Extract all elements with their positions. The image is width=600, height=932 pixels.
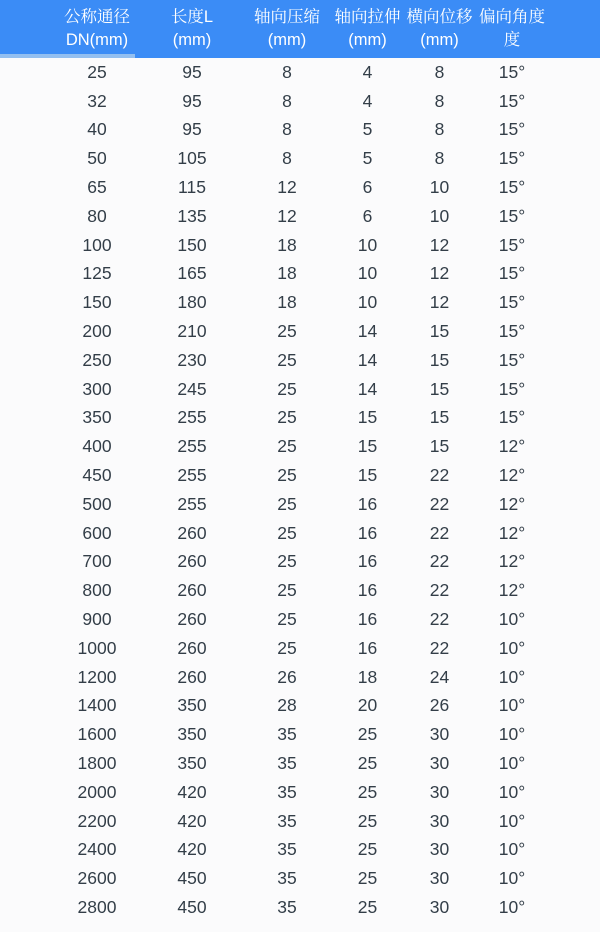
table-row	[0, 346, 600, 375]
table-cell: 10°	[498, 868, 526, 889]
table-cell: 2400	[77, 839, 117, 860]
table-cell: 2000	[77, 781, 117, 802]
table-cell: 260	[177, 522, 207, 543]
table-cell: 8	[282, 119, 292, 140]
table-row	[0, 375, 600, 404]
table-cell: 25	[277, 349, 297, 370]
table-cell: 22	[429, 637, 450, 658]
table-cell: 15°	[498, 407, 526, 428]
table-cell: 100	[82, 234, 112, 255]
table-cell: 15°	[498, 349, 526, 370]
table-cell: 10°	[498, 753, 526, 774]
table-cell: 10	[429, 177, 450, 198]
table-cell: 260	[177, 666, 207, 687]
table-cell: 800	[82, 580, 112, 601]
table-cell: 10	[357, 234, 378, 255]
col-header-deflection-angle	[476, 6, 548, 52]
table-cell: 600	[82, 522, 112, 543]
table-cell: 10°	[498, 637, 526, 658]
table-cell: 230	[177, 349, 207, 370]
table-cell: 255	[177, 493, 207, 514]
col-header-length-line2: (mm)	[172, 31, 212, 49]
table-row	[0, 663, 600, 692]
table-cell: 420	[177, 839, 207, 860]
table-cell: 15	[429, 349, 450, 370]
table-cell: 260	[177, 637, 207, 658]
col-header-dn-line1: 公称通径	[64, 8, 130, 26]
table-cell: 450	[82, 465, 112, 486]
table-cell: 18	[277, 292, 297, 313]
table-row	[0, 288, 600, 317]
table-cell: 15°	[498, 177, 526, 198]
col-header-length-line1: 长度L	[170, 8, 214, 26]
table-cell: 26	[429, 695, 450, 716]
table-cell: 1000	[77, 637, 117, 658]
table-cell: 1800	[77, 753, 117, 774]
table-cell: 260	[177, 609, 207, 630]
table-cell: 25	[357, 868, 378, 889]
table-cell: 5	[362, 119, 373, 140]
table-cell: 12°	[498, 465, 526, 486]
table-cell: 8	[282, 148, 292, 169]
table-cell: 135	[177, 205, 207, 226]
table-cell: 80	[87, 205, 107, 226]
table-cell: 8	[434, 61, 445, 82]
table-cell: 24	[429, 666, 450, 687]
table-cell: 10°	[498, 724, 526, 745]
table-cell: 22	[429, 551, 450, 572]
table-cell: 2200	[77, 810, 117, 831]
table-cell: 30	[429, 724, 450, 745]
table-cell: 95	[182, 61, 202, 82]
table-cell: 400	[82, 436, 112, 457]
table-cell: 125	[82, 263, 112, 284]
table-cell: 30	[429, 781, 450, 802]
col-header-axial-tension	[332, 6, 403, 52]
table-cell: 25	[277, 609, 297, 630]
table-cell: 15°	[498, 90, 526, 111]
table-cell: 22	[429, 465, 450, 486]
table-cell: 16	[357, 493, 378, 514]
table-cell: 50	[87, 148, 107, 169]
table-cell: 20	[357, 695, 378, 716]
table-cell: 255	[177, 465, 207, 486]
table-cell: 16	[357, 637, 378, 658]
table-cell: 15°	[498, 378, 526, 399]
table-cell: 40	[87, 119, 107, 140]
table-cell: 15	[429, 378, 450, 399]
table-cell: 25	[277, 321, 297, 342]
table-cell: 14	[357, 349, 378, 370]
col-header-axial-compression	[242, 6, 332, 52]
table-cell: 35	[277, 868, 297, 889]
table-cell: 12°	[498, 551, 526, 572]
table-cell: 16	[357, 580, 378, 601]
table-cell: 500	[82, 493, 112, 514]
table-cell: 14	[357, 321, 378, 342]
table-cell: 25	[357, 724, 378, 745]
table-cell: 30	[429, 753, 450, 774]
table-cell: 8	[282, 61, 292, 82]
table-row	[0, 231, 600, 260]
table-cell: 350	[177, 695, 207, 716]
table-row	[0, 749, 600, 778]
table-cell: 1600	[77, 724, 117, 745]
table-cell: 10°	[498, 839, 526, 860]
table-cell: 25	[357, 897, 378, 918]
table-cell: 350	[177, 724, 207, 745]
table-cell: 15°	[498, 292, 526, 313]
table-row	[0, 519, 600, 548]
table-cell: 12°	[498, 522, 526, 543]
table-cell: 18	[357, 666, 378, 687]
table-cell: 16	[357, 522, 378, 543]
table-cell: 1200	[77, 666, 117, 687]
table-body	[0, 58, 600, 922]
table-cell: 25	[277, 493, 297, 514]
table-cell: 30	[429, 868, 450, 889]
table-cell: 25	[357, 781, 378, 802]
table-cell: 10°	[498, 666, 526, 687]
table-cell: 5	[362, 148, 373, 169]
col-header-deflection-angle-line2: 度	[503, 31, 521, 49]
table-cell: 15°	[498, 61, 526, 82]
table-cell: 15	[357, 407, 378, 428]
table-cell: 65	[87, 177, 107, 198]
table-cell: 22	[429, 493, 450, 514]
table-cell: 25	[277, 580, 297, 601]
table-cell: 105	[177, 148, 207, 169]
table-cell: 15°	[498, 148, 526, 169]
table-cell: 30	[429, 897, 450, 918]
table-cell: 25	[87, 61, 107, 82]
table-cell: 10	[357, 263, 378, 284]
table-cell: 700	[82, 551, 112, 572]
table-row	[0, 202, 600, 231]
table-row	[0, 116, 600, 145]
table-cell: 25	[277, 436, 297, 457]
table-cell: 8	[434, 148, 445, 169]
col-header-deflection-angle-line1: 偏向角度	[479, 8, 545, 26]
table-row	[0, 58, 600, 87]
table-row	[0, 432, 600, 461]
table-cell: 200	[82, 321, 112, 342]
table-cell: 15°	[498, 321, 526, 342]
table-cell: 15°	[498, 205, 526, 226]
table-cell: 15°	[498, 263, 526, 284]
table-cell: 35	[277, 810, 297, 831]
table-cell: 30	[429, 810, 450, 831]
table-row	[0, 893, 600, 922]
col-header-dn	[52, 6, 142, 52]
col-header-lateral-displacement-line1: 横向位移	[406, 8, 473, 26]
table-row	[0, 836, 600, 865]
table-row	[0, 864, 600, 893]
col-header-lateral-displacement	[403, 6, 476, 52]
table-cell: 28	[277, 695, 297, 716]
table-cell: 210	[177, 321, 207, 342]
table-cell: 35	[277, 753, 297, 774]
table-cell: 18	[277, 234, 297, 255]
table-cell: 15	[357, 436, 378, 457]
table-row	[0, 260, 600, 289]
table-cell: 25	[277, 465, 297, 486]
col-header-length	[142, 6, 242, 52]
table-cell: 165	[177, 263, 207, 284]
table-cell: 35	[277, 839, 297, 860]
col-header-axial-compression-line1: 轴向压缩	[254, 8, 320, 26]
table-cell: 420	[177, 810, 207, 831]
table-row	[0, 173, 600, 202]
table-cell: 15	[357, 465, 378, 486]
table-cell: 15	[429, 321, 450, 342]
table-cell: 15°	[498, 119, 526, 140]
table-cell: 900	[82, 609, 112, 630]
table-cell: 260	[177, 580, 207, 601]
table-cell: 14	[357, 378, 378, 399]
table-row	[0, 144, 600, 173]
table-cell: 8	[434, 119, 445, 140]
table-cell: 12	[277, 205, 297, 226]
table-row	[0, 807, 600, 836]
table-cell: 4	[362, 90, 373, 111]
table-cell: 450	[177, 868, 207, 889]
table-cell: 25	[277, 551, 297, 572]
table-cell: 15°	[498, 234, 526, 255]
table-cell: 25	[277, 378, 297, 399]
table-cell: 10°	[498, 609, 526, 630]
table-cell: 245	[177, 378, 207, 399]
table-row	[0, 692, 600, 721]
col-header-axial-tension-line2: (mm)	[348, 31, 387, 49]
table-cell: 15	[429, 436, 450, 457]
table-row	[0, 87, 600, 116]
table-cell: 6	[362, 177, 373, 198]
table-cell: 180	[177, 292, 207, 313]
table-row	[0, 720, 600, 749]
table-cell: 32	[87, 90, 107, 111]
table-row	[0, 778, 600, 807]
table-cell: 22	[429, 580, 450, 601]
col-header-dn-line2: DN(mm)	[65, 31, 129, 49]
table-cell: 25	[277, 522, 297, 543]
table-cell: 35	[277, 724, 297, 745]
table-cell: 8	[434, 90, 445, 111]
table-cell: 25	[357, 753, 378, 774]
table-cell: 35	[277, 897, 297, 918]
table-cell: 12°	[498, 436, 526, 457]
table-cell: 6	[362, 205, 373, 226]
table-cell: 4	[362, 61, 373, 82]
table-cell: 25	[277, 407, 297, 428]
table-cell: 25	[357, 839, 378, 860]
table-cell: 10°	[498, 810, 526, 831]
table-cell: 150	[177, 234, 207, 255]
table-cell: 10°	[498, 781, 526, 802]
table-cell: 10°	[498, 695, 526, 716]
table-cell: 95	[182, 90, 202, 111]
table-cell: 1400	[77, 695, 117, 716]
table-cell: 95	[182, 119, 202, 140]
table-cell: 12	[277, 177, 297, 198]
col-header-axial-compression-line2: (mm)	[267, 31, 307, 49]
table-cell: 12°	[498, 580, 526, 601]
table-row	[0, 605, 600, 634]
table-cell: 12	[429, 263, 450, 284]
table-cell: 30	[429, 839, 450, 860]
table-cell: 25	[357, 810, 378, 831]
table-cell: 350	[177, 753, 207, 774]
table-cell: 8	[282, 90, 292, 111]
table-header	[0, 0, 600, 58]
table-cell: 18	[277, 263, 297, 284]
table-cell: 250	[82, 349, 112, 370]
table-cell: 25	[277, 637, 297, 658]
col-header-lateral-displacement-line2: (mm)	[420, 31, 459, 49]
table-cell: 12°	[498, 493, 526, 514]
col-header-axial-tension-line1: 轴向拉伸	[334, 8, 401, 26]
table-row	[0, 461, 600, 490]
table-row	[0, 634, 600, 663]
table-cell: 2600	[77, 868, 117, 889]
table-row	[0, 404, 600, 433]
table-cell: 10	[429, 205, 450, 226]
table-cell: 16	[357, 551, 378, 572]
table-cell: 255	[177, 436, 207, 457]
table-cell: 350	[82, 407, 112, 428]
table-cell: 12	[429, 292, 450, 313]
table-row	[0, 490, 600, 519]
table-row	[0, 576, 600, 605]
table-cell: 35	[277, 781, 297, 802]
table-cell: 300	[82, 378, 112, 399]
table-cell: 12	[429, 234, 450, 255]
table-cell: 150	[82, 292, 112, 313]
table-cell: 10	[357, 292, 378, 313]
table-cell: 115	[178, 177, 206, 198]
table-cell: 26	[277, 666, 297, 687]
table-cell: 22	[429, 522, 450, 543]
table-cell: 260	[177, 551, 207, 572]
table-cell: 450	[177, 897, 207, 918]
table-cell: 10°	[498, 897, 526, 918]
table-row	[0, 548, 600, 577]
table-row	[0, 317, 600, 346]
table-cell: 2800	[77, 897, 117, 918]
table-cell: 22	[429, 609, 450, 630]
table-cell: 255	[177, 407, 207, 428]
table-cell: 16	[357, 609, 378, 630]
table-cell: 420	[177, 781, 207, 802]
table-cell: 15	[429, 407, 450, 428]
